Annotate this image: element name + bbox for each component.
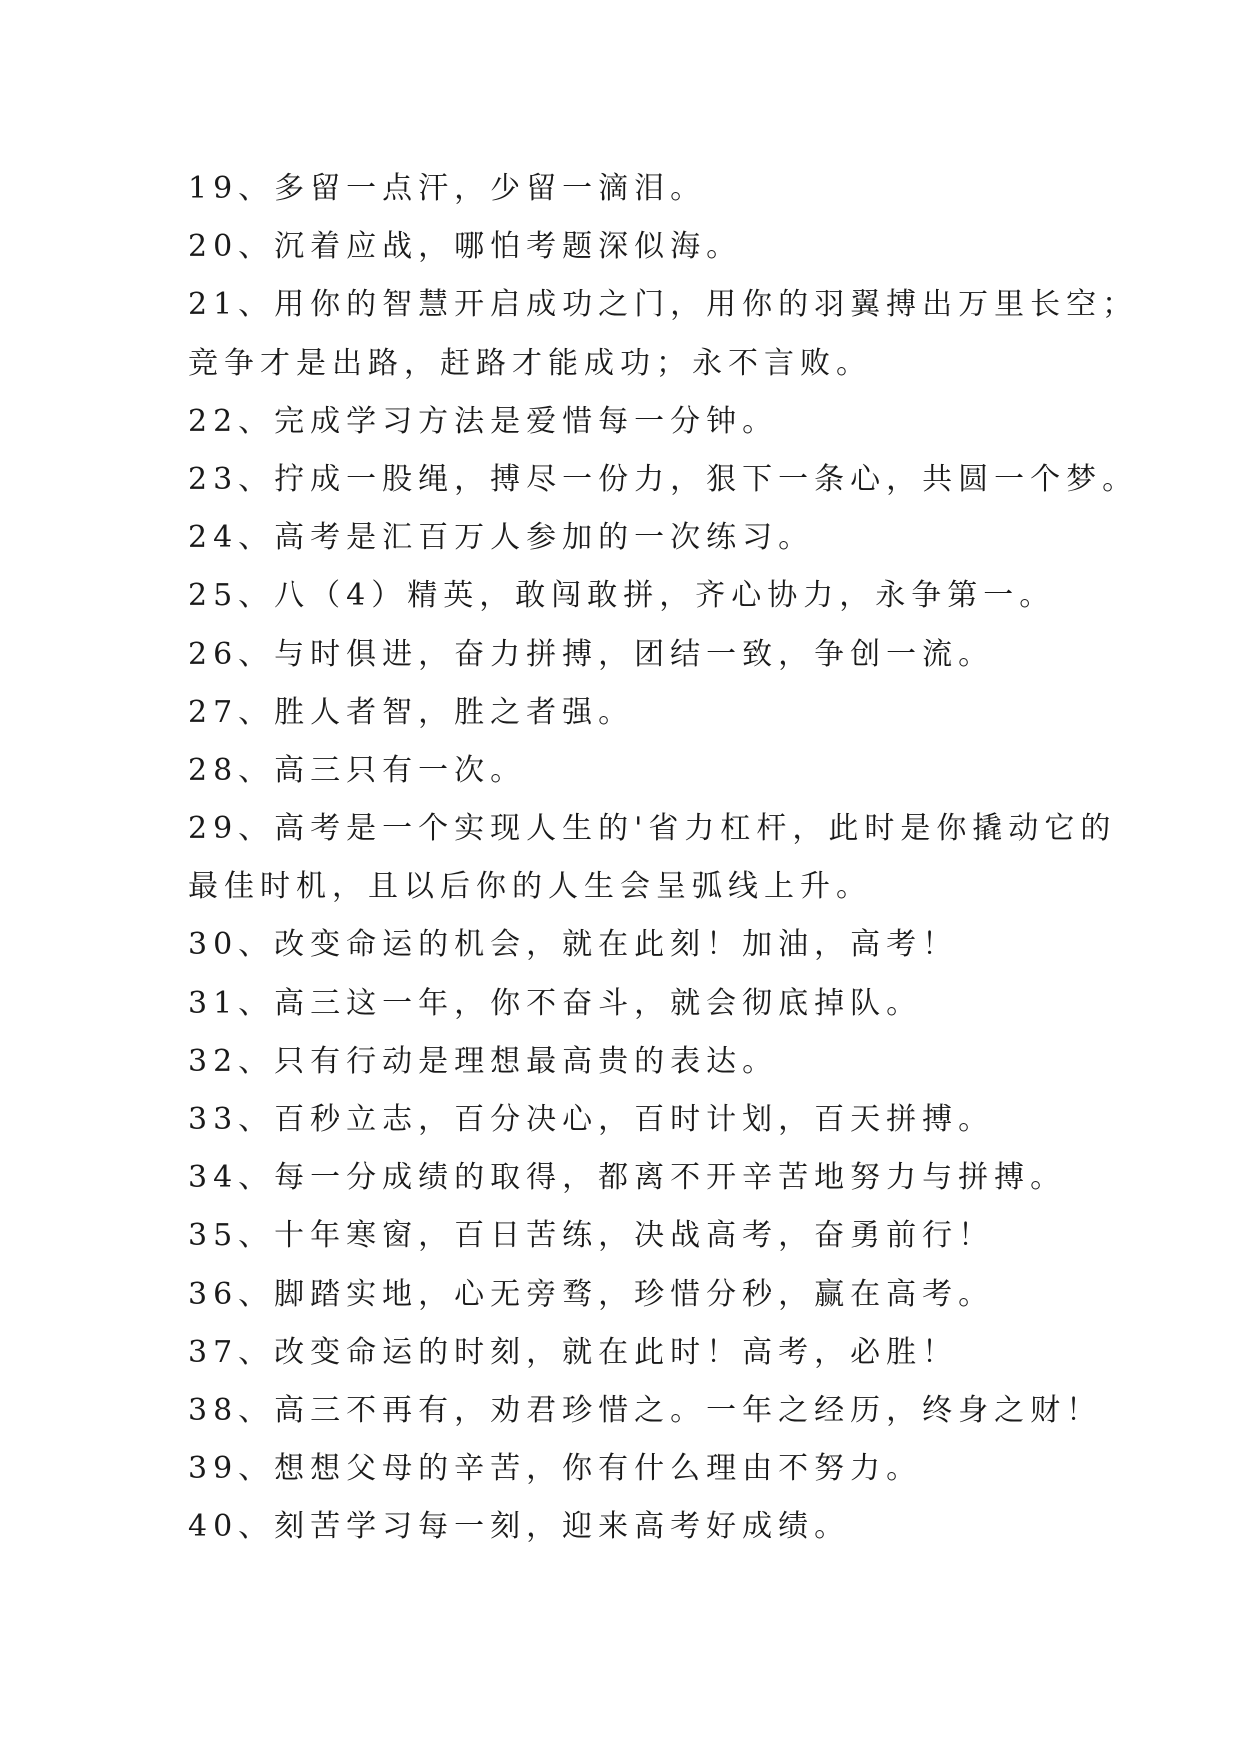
text-line: 32、只有行动是理想最高贵的表达。 bbox=[188, 1043, 779, 1079]
text-line: 30、改变命运的机会，就在此刻！加油，高考！ bbox=[188, 927, 959, 963]
text-line: 35、十年寒窗，百日苦练，决战高考，奋勇前行！ bbox=[188, 1218, 995, 1254]
slogan-list bbox=[188, 160, 1139, 1557]
text-line: 25、八（4）精英，敢闯敢拼，齐心协力，永争第一。 bbox=[188, 578, 1056, 614]
text-line: 26、与时俱进，奋力拼搏，团结一致，争创一流。 bbox=[188, 636, 995, 672]
text-line: 34、每一分成绩的取得，都离不开辛苦地努力与拼搏。 bbox=[188, 1160, 1067, 1196]
text-line: 竞争才是出路，赶路才能成功；永不言败。 bbox=[188, 345, 872, 381]
text-line: 33、百秒立志，百分决心，百时计划，百天拼搏。 bbox=[188, 1102, 995, 1137]
text-line: 37、改变命运的时刻，就在此时！高考，必胜！ bbox=[188, 1334, 959, 1370]
text-line: 40、刻苦学习每一刻，迎来高考好成绩。 bbox=[188, 1509, 851, 1545]
text-line: 31、高三这一年，你不奋斗，就会彻底掉队。 bbox=[188, 985, 923, 1021]
text-line: 19、多留一点汗，少留一滴泪。 bbox=[188, 171, 707, 206]
text-line: 27、胜人者智，胜之者强。 bbox=[188, 694, 635, 730]
text-line: 36、脚踏实地，心无旁骛，珍惜分秒，赢在高考。 bbox=[188, 1276, 995, 1312]
text-line: 38、高三不再有，劝君珍惜之。一年之经历，终身之财！ bbox=[188, 1392, 1103, 1428]
text-line: 20、沉着应战，哪怕考题深似海。 bbox=[188, 229, 743, 265]
text-line: 最佳时机，且以后你的人生会呈弧线上升。 bbox=[188, 869, 872, 905]
text-line: 21、用你的智慧开启成功之门，用你的羽翼搏出万里长空； bbox=[188, 287, 1139, 323]
text-line: 22、完成学习方法是爱惜每一分钟。 bbox=[188, 403, 779, 439]
text-line: 39、想想父母的辛苦，你有什么理由不努力。 bbox=[188, 1451, 923, 1487]
text-line: 29、高考是一个实现人生的'省力杠杆，此时是你撬动它的 bbox=[188, 811, 1117, 847]
text-line: 24、高考是汇百万人参加的一次练习。 bbox=[188, 520, 815, 556]
text-line: 23、拧成一股绳，搏尽一份力，狠下一条心，共圆一个梦。 bbox=[188, 461, 1139, 497]
text-line: 28、高三只有一次。 bbox=[188, 752, 527, 788]
